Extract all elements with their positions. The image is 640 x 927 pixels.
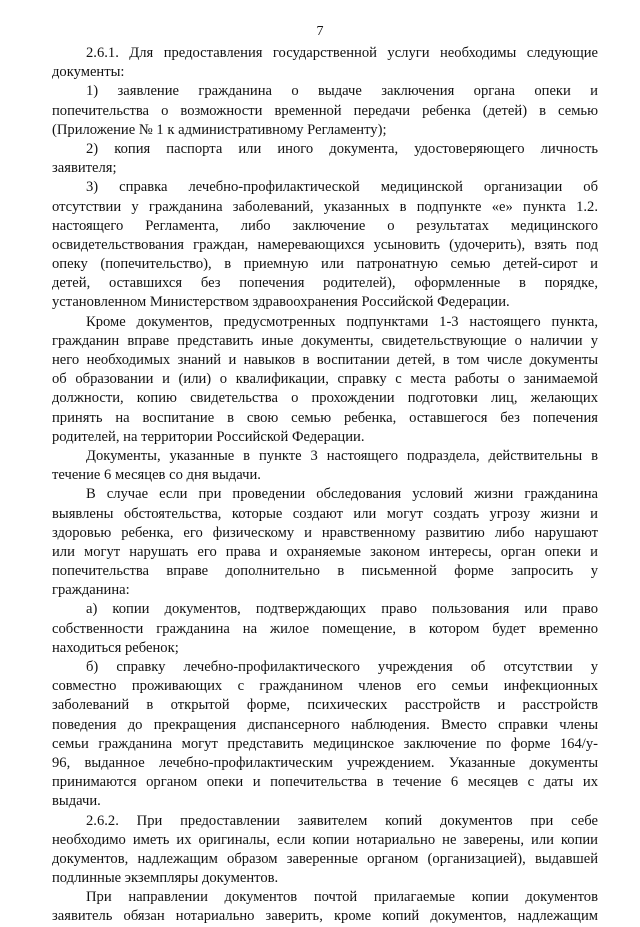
text-line: 1) заявление гражданина о выдаче заключения органа опеки и — [86, 83, 598, 100]
text-line: или могут нарушать его права и охраняемые законом интересы, орган опеки и — [52, 543, 598, 560]
text-line: выдачи. — [52, 793, 101, 810]
text-line: 2.6.1. Для предоставления государственной услуги необходимы следующие — [86, 45, 598, 61]
text-line: При направлении документов почтой прилагаемые копии документов — [86, 889, 598, 906]
text-line: (Приложение № 1 к административному Регламенту); — [52, 121, 387, 138]
text-line: здоровью ребенка, его физическому и нравственному развитию либо нарушают — [52, 524, 598, 541]
text-line: совместно проживающих с гражданином членов его семьи инфекционных — [52, 678, 598, 695]
text-line: заболеваний в открытой форме, психических расстройств и расстройств — [52, 697, 598, 714]
text-line: гражданина: — [52, 582, 130, 599]
text-line: него необходимых знаний и навыков в воспитании детей, в том числе документы — [52, 352, 598, 368]
text-line: необходимо иметь их оригиналы, если копии нотариально не заверены, или копии — [52, 831, 598, 848]
text-line: попечительства о возможности временной передачи ребенка (детей) в семью — [52, 102, 598, 119]
document-body — [52, 44, 598, 927]
text-line: 3) справка лечебно-профилактической медицинской организации об — [86, 179, 598, 196]
text-line: заявитель обязан нотариально заверить, кроме копий документов, надлежащим — [52, 908, 598, 925]
text-line: отсутствии у гражданина заболеваний, указанных в подпункте «е» пункта 1.2. — [52, 198, 598, 215]
text-line: Кроме документов, предусмотренных подпунктами 1-3 настоящего пункта, — [86, 313, 598, 330]
text-line: документы: — [52, 64, 125, 81]
text-line: поведения до прекращения диспансерного наблюдения. Вместо справки члены — [52, 716, 598, 733]
text-line: В случае если при проведении обследования условий жизни гражданина — [86, 486, 598, 503]
text-line: выявлены обстоятельства, которые создают или могут создать угрозу жизни и — [52, 505, 598, 522]
text-line: детей, оставшихся без попечения родителей), оформленные в порядке, — [52, 275, 598, 292]
text-line: принять на воспитание в свою семью ребенка, оставшегося без попечения — [52, 409, 598, 426]
text-line: 2) копия паспорта или иного документа, удостоверяющего личность — [86, 140, 598, 157]
text-line: опеку (попечительство), в приемную или патронатную семью детей-сирот и — [52, 256, 598, 273]
text-line: находиться ребенок; — [52, 639, 179, 656]
text-line: заявителя; — [52, 160, 117, 177]
text-line: собственности гражданина на жилое помещение, в котором будет временно — [52, 620, 598, 637]
text-line: попечительства вправе дополнительно в письменной форме запросить у — [52, 563, 598, 580]
text-line: течение 6 месяцев со дня выдачи. — [52, 467, 261, 484]
text-line: гражданин вправе представить иные документы, свидетельствующие о наличии у — [52, 332, 598, 349]
text-line: принимаются органом опеки и попечительства в течение 6 месяцев с даты их — [52, 774, 598, 791]
text-line: освидетельствования граждан, намеревающихся усыновить (удочерить), взять под — [52, 236, 598, 253]
text-line: установленном Министерством здравоохранения Российской Федерации. — [52, 294, 510, 311]
text-line: Документы, указанные в пункте 3 настоящего подраздела, действительны в — [86, 447, 598, 464]
text-line: документов, надлежащим образом заверенные органом (организацией), выдавшей — [52, 850, 598, 867]
text-line: должности, копию свидетельства о прохождении подготовки лиц, желающих — [52, 390, 598, 407]
text-line: а) копии документов, подтверждающих право пользования или право — [86, 601, 598, 618]
text-line: 2.6.2. При предоставлении заявителем копий документов при себе — [86, 812, 598, 829]
page-number: 7 — [316, 24, 324, 39]
text-line: 96, выданное лечебно-профилактическим учреждением. Указанные документы — [52, 754, 598, 771]
text-line: об образовании и (или) о квалификации, справку с места работы о занимаемой — [52, 371, 598, 388]
text-line: б) справку лечебно-профилактического учреждения об отсутствии у — [86, 659, 598, 675]
text-line: подлинные экземпляры документов. — [52, 870, 279, 887]
text-line: настоящего Регламента, либо заключение о результатах медицинского — [52, 217, 598, 234]
text-line: родителей, на территории Российской Федерации. — [52, 428, 365, 445]
text-line: семьи гражданина могут представить медицинское заключение по форме 164/у- — [52, 735, 598, 752]
